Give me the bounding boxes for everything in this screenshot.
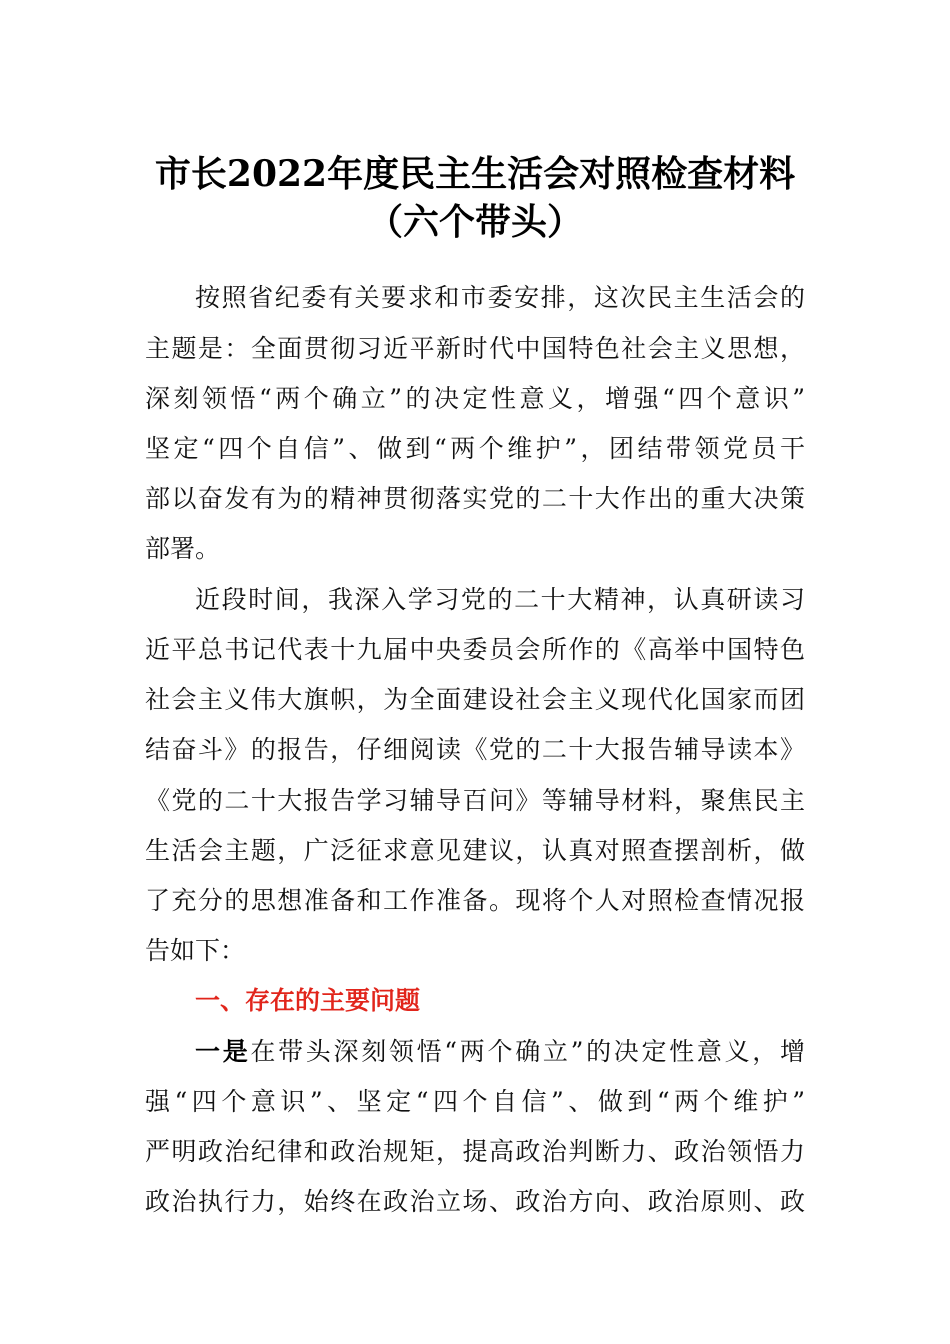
paragraph-1-line: 按照省纪委有关要求和市委安排，这次民主生活会的 [195, 283, 805, 312]
paragraph-2-line: 告如下： [145, 936, 246, 965]
paragraph-3-line: 政治执行力，始终在政治立场、政治方向、政治原则、政 [145, 1187, 805, 1216]
paragraph-2-line: 近平总书记代表十九届中央委员会所作的《高举中国特色 [145, 635, 805, 664]
document-subtitle: （六个带头） [366, 201, 583, 243]
paragraph-1-line: 坚定“四个自信”、做到“两个维护”，团结带领党员干 [145, 434, 805, 463]
paragraph-3-line: 强“四个意识”、坚定“四个自信”、做到“两个维护” [145, 1087, 805, 1116]
paragraph-1-line: 部署。 [145, 534, 221, 563]
document-title: 市长2022年度民主生活会对照检查材料 [154, 153, 796, 195]
paragraph-1-line: 主题是：全面贯彻习近平新时代中国特色社会主义思想， [145, 334, 805, 363]
paragraph-2-line: 《党的二十大报告学习辅导百问》等辅导材料，聚焦民主 [145, 786, 805, 815]
paragraph-3-lead: 一是 [195, 1037, 251, 1066]
paragraph-2-line: 了充分的思想准备和工作准备。现将个人对照检查情况报 [145, 886, 805, 915]
paragraph-2-line: 近段时间，我深入学习党的二十大精神，认真研读习 [195, 585, 805, 614]
paragraph-2-line: 结奋斗》的报告，仔细阅读《党的二十大报告辅导读本》 [145, 735, 805, 764]
paragraph-2-line: 社会主义伟大旗帜，为全面建设社会主义现代化国家而团 [145, 685, 805, 714]
paragraph-3-line-text: 在带头深刻领悟“两个确立”的决定性意义，增 [250, 1037, 805, 1066]
paragraph-3-line [195, 1034, 805, 1070]
section-heading: 一、存在的主要问题 [195, 986, 421, 1015]
paragraph-1-line: 部以奋发有为的精神贯彻落实党的二十大作出的重大决策 [145, 484, 805, 513]
paragraph-2-line: 生活会主题，广泛征求意见建议，认真对照查摆剖析，做 [145, 836, 805, 865]
paragraph-1-line: 深刻领悟“两个确立”的决定性意义，增强“四个意识” [145, 384, 805, 413]
paragraph-3-line: 严明政治纪律和政治规矩，提高政治判断力、政治领悟力 [145, 1137, 805, 1166]
